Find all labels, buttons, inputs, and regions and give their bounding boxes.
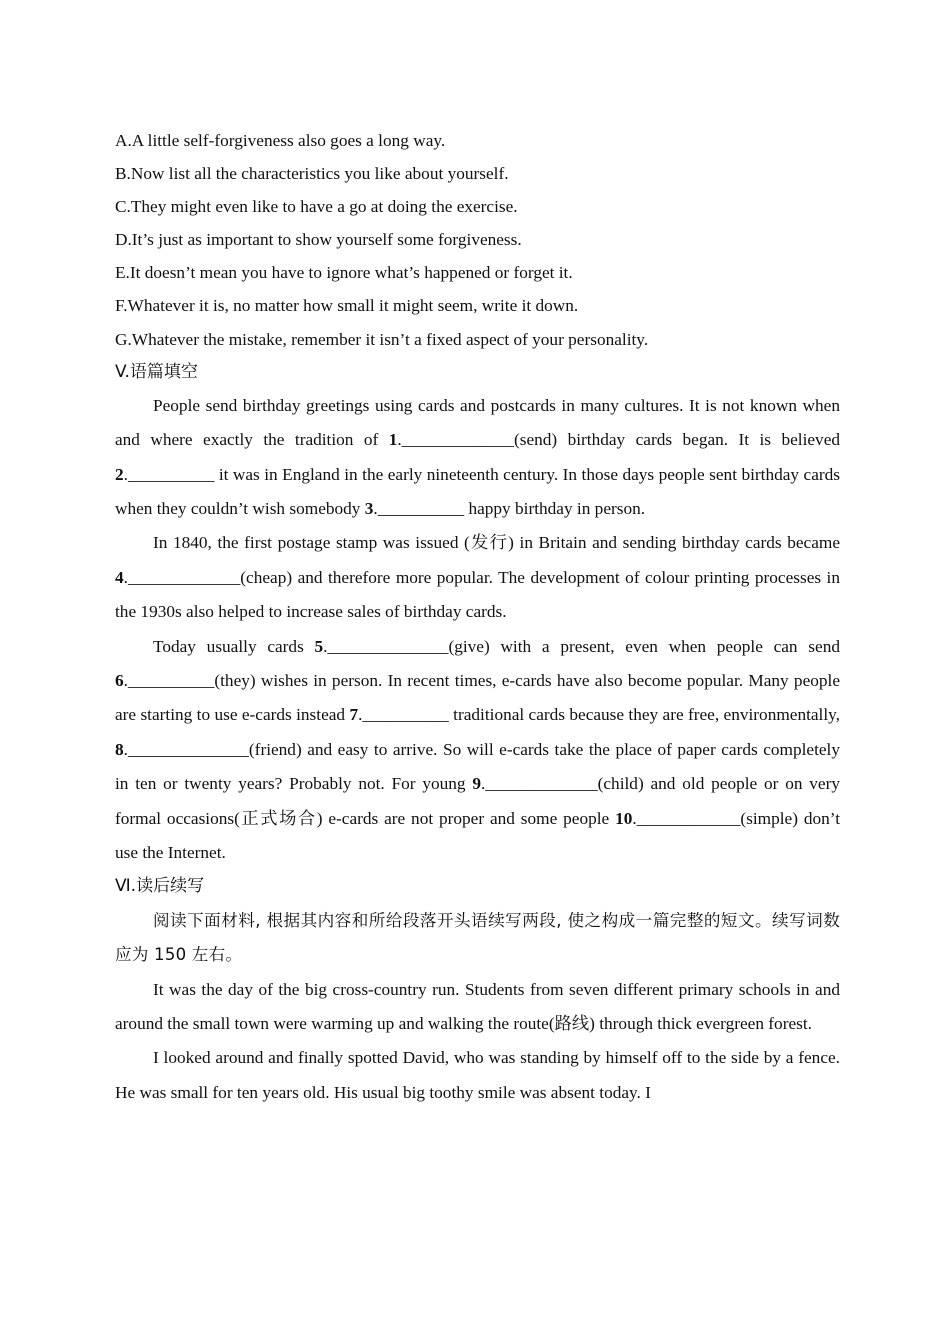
blank-number-5: 5 bbox=[314, 636, 324, 656]
options-list bbox=[115, 124, 840, 356]
cloze-text: Today usually cards bbox=[153, 636, 315, 656]
cloze-text: ._____________(child) and old people or on very formal occasions(正式场合) e-cards are not proper and some people bbox=[115, 774, 840, 828]
cloze-text: .__________ happy birthday in person. bbox=[373, 498, 646, 518]
blank-number-6: 6 bbox=[115, 671, 124, 690]
option-a: A.A little self-forgiveness also goes a long way. bbox=[115, 131, 446, 150]
cloze-text: .____________(simple) don’t use the Internet. bbox=[115, 808, 840, 863]
writing-instruction: 阅读下面材料, 根据其内容和所给段落开头语续写两段, 使之构成一篇完整的短文。续写词数应为 150 左右。 bbox=[115, 910, 840, 965]
blank-number-2: 2 bbox=[115, 464, 124, 484]
blank-number-7: 7 bbox=[349, 705, 359, 725]
cloze-paragraph-2 bbox=[115, 526, 840, 629]
option-e: E.It doesn’t mean you have to ignore what’s happened or forget it. bbox=[115, 263, 573, 283]
story-paragraph-1: It was the day of the big cross-country run. Students from seven different primary schools in and around the small town were warming up and walking the route(路线) through thick evergreen forest. bbox=[115, 979, 840, 1033]
blank-number-9: 9 bbox=[472, 774, 481, 794]
story-paragraph-2: I looked around and finally spotted David, who was standing by himself off to the side by a fence. He was small for ten years old. His usual big toothy smile was absent today. I bbox=[115, 1048, 840, 1102]
cloze-text: .__________ it was in England in the early nineteenth century. In those days people sent birthday cards when they couldn’t wish somebody bbox=[115, 464, 840, 518]
cloze-text: People send birthday greetings using cards and postcards in many cultures. It is not known when and where exactly the tradition of bbox=[115, 395, 840, 450]
section-6-heading: Ⅵ.读后续写 bbox=[115, 876, 205, 897]
blank-number-8: 8 bbox=[115, 739, 124, 759]
cloze-text: ._____________(send) birthday cards began. It is believed bbox=[397, 430, 841, 450]
cloze-text: ._____________(cheap) and therefore more popular. The development of colour printing processes in the 1930s also helped to increase sales of birthday cards. bbox=[115, 567, 840, 622]
cloze-text: .______________(friend) and easy to arrive. So will e-cards take the place of paper cards completely in ten or twenty years? Probably not. For young bbox=[115, 739, 840, 794]
blank-number-4: 4 bbox=[115, 567, 124, 587]
cloze-text: .______________(give) with a present, even when people can send bbox=[323, 636, 840, 656]
blank-number-3: 3 bbox=[364, 498, 374, 518]
section-5-heading: V.语篇填空 bbox=[115, 361, 198, 382]
blank-number-10: 10 bbox=[615, 808, 633, 828]
option-f: F.Whatever it is, no matter how small it might seem, write it down. bbox=[115, 296, 579, 316]
cloze-paragraph-3 bbox=[115, 630, 840, 871]
option-g: G.Whatever the mistake, remember it isn’t a fixed aspect of your personality. bbox=[115, 329, 649, 349]
option-c: C.They might even like to have a go at doing the exercise. bbox=[115, 197, 518, 217]
document-page bbox=[115, 124, 840, 1110]
option-d: D.It’s just as important to show yourself some forgiveness. bbox=[115, 230, 522, 250]
cloze-text: .__________ traditional cards because they are free, environmentally, bbox=[358, 705, 840, 725]
option-b: B.Now list all the characteristics you like about yourself. bbox=[115, 164, 509, 184]
cloze-text: .__________(they) wishes in person. In recent times, e-cards have also become popular. Many people are starting to use e-cards instead bbox=[115, 671, 840, 725]
cloze-text: In 1840, the first postage stamp was issued (发行) in Britain and sending birthday cards became bbox=[153, 533, 840, 553]
blank-number-1: 1 bbox=[388, 430, 398, 450]
cloze-paragraph-1 bbox=[115, 389, 840, 527]
